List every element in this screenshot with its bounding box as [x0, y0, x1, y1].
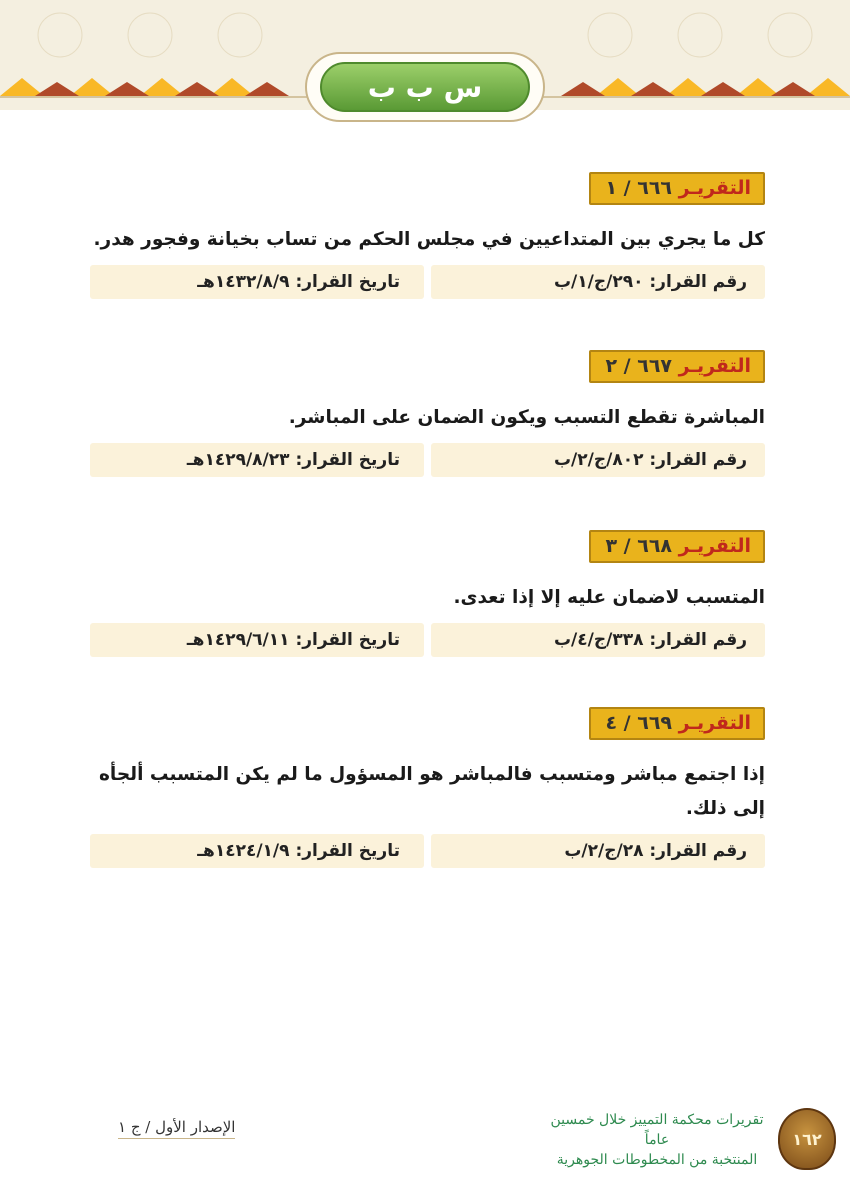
decision-text: كل ما يجري بين المتداعيين في مجلس الحكم من تساب بخيانة وفجور هدر. — [93, 229, 765, 250]
decision-text: إذا اجتمع مباشر ومتسبب فالمباشر هو المسؤول ما لم يكن المتسبب ألجأه إلى ذلك. — [98, 764, 765, 819]
heading-number: ٦٦٨ / ٣ — [605, 535, 673, 557]
book-title-line-2: المنتخبة من المخطوطات الجوهرية — [556, 1152, 758, 1168]
decision-section — [90, 530, 765, 657]
section-heading — [589, 350, 765, 383]
reference-row — [90, 443, 765, 477]
decision-date: تاريخ القرار: ١٤٢٩/٦/١١هـ — [90, 623, 424, 657]
heading-word: التقريـر — [678, 712, 751, 734]
decision-section — [90, 172, 765, 299]
book-title — [548, 1110, 766, 1170]
heading-number: ٦٦٦ / ١ — [605, 177, 673, 199]
decision-date: تاريخ القرار: ١٤٢٩/٨/٢٣هـ — [90, 443, 424, 477]
page-number-badge: ١٦٢ — [778, 1108, 836, 1170]
decision-date: تاريخ القرار: ١٤٣٢/٨/٩هـ — [90, 265, 424, 299]
heading-number: ٦٦٩ / ٤ — [605, 712, 673, 734]
reference-row — [90, 265, 765, 299]
heading-word: التقريـر — [678, 355, 751, 377]
decision-number: رقم القرار: ٢٩٠/ج/١/ب — [431, 265, 765, 299]
heading-word: التقريـر — [678, 177, 751, 199]
reference-row — [90, 623, 765, 657]
decision-number: رقم القرار: ٣٣٨/ج/٤/ب — [431, 623, 765, 657]
edition-label: الإصدار الأول / ج ١ — [118, 1118, 235, 1139]
decision-section — [90, 350, 765, 477]
book-title-line-1: تقريرات محكمة التمييز خلال خمسين عاماً — [550, 1112, 764, 1148]
heading-word: التقريـر — [678, 535, 751, 557]
decision-section — [90, 707, 765, 868]
decision-number: رقم القرار: ٢٨/ج/٢/ب — [431, 834, 765, 868]
section-heading — [589, 530, 765, 563]
section-heading — [589, 172, 765, 205]
reference-row — [90, 834, 765, 868]
decision-number: رقم القرار: ٨٠٢/ج/٢/ب — [431, 443, 765, 477]
decision-date: تاريخ القرار: ١٤٢٤/١/٩هـ — [90, 834, 424, 868]
decision-text: المباشرة تقطع التسبب ويكون الضمان على المباشر. — [288, 407, 765, 428]
heading-number: ٦٦٧ / ٢ — [605, 355, 673, 377]
page-title: س ب ب — [320, 62, 530, 112]
section-heading — [589, 707, 765, 740]
decision-text: المتسبب لاضمان عليه إلا إذا تعدى. — [453, 587, 765, 608]
